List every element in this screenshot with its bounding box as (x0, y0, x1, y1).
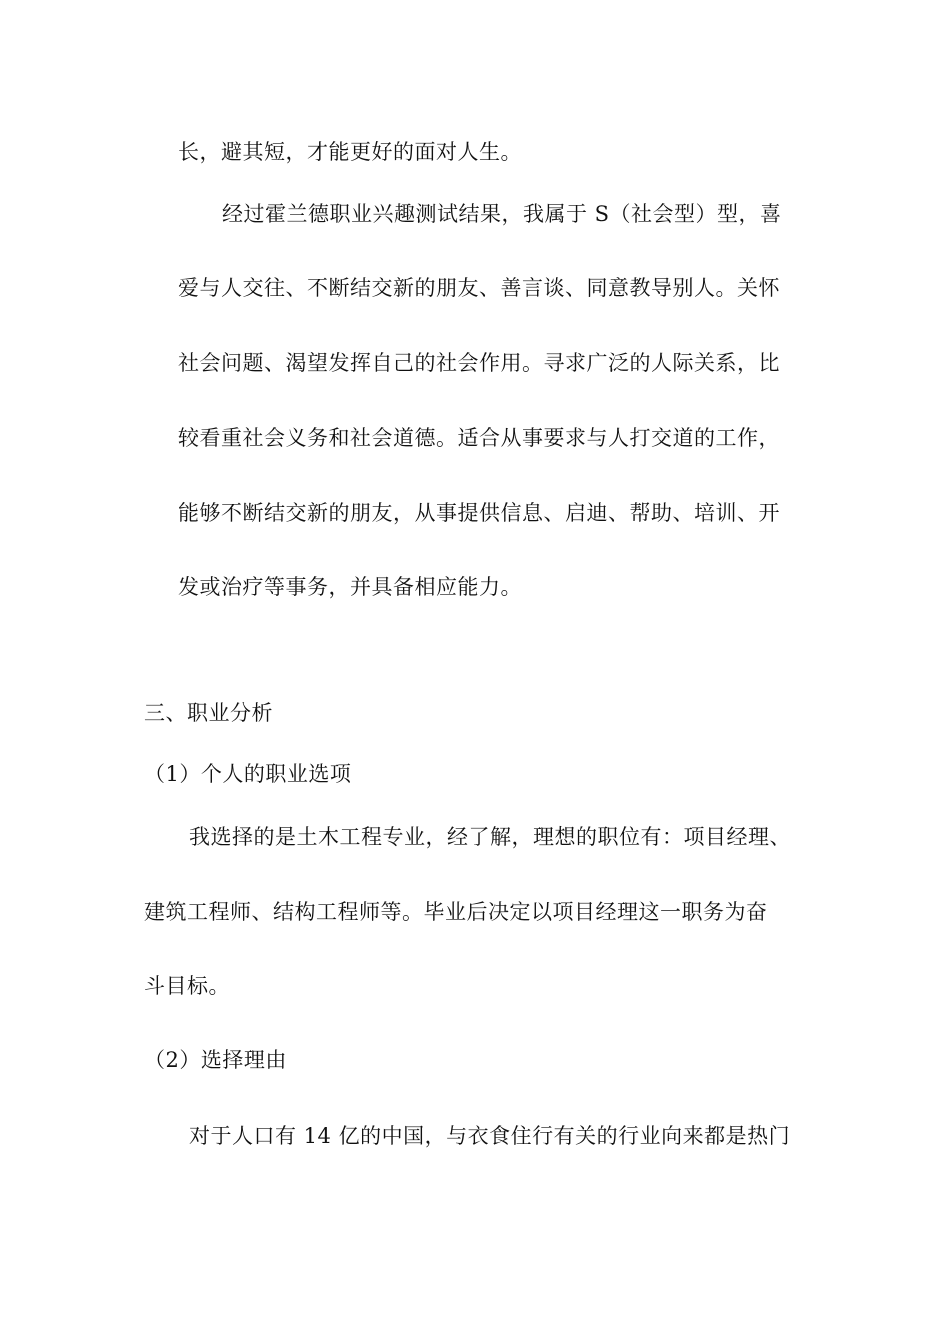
paragraph-line: 建筑工程师、结构工程师等。毕业后决定以项目经理这一职务为奋 (144, 900, 768, 924)
paragraph-line: 爱与人交往、不断结交新的朋友、善言谈、同意教导别人。关怀 (178, 276, 780, 300)
paragraph-line: 斗目标。 (144, 974, 230, 998)
paragraph-line: 长，避其短，才能更好的面对人生。 (178, 140, 522, 164)
paragraph-line: 经过霍兰德职业兴趣测试结果，我属于 S（社会型）型，喜 (222, 202, 782, 226)
paragraph-line: 发或治疗等事务，并具备相应能力。 (178, 575, 522, 599)
paragraph-line: 我选择的是土木工程专业，经了解，理想的职位有：项目经理、 (189, 825, 791, 849)
subsection-heading: （2）选择理由 (144, 1048, 287, 1072)
paragraph-line: 社会问题、渴望发挥自己的社会作用。寻求广泛的人际关系，比 (178, 351, 780, 375)
paragraph-line: 较看重社会义务和社会道德。适合从事要求与人打交道的工作， (178, 426, 780, 450)
section-heading: 三、职业分析 (144, 701, 273, 725)
subsection-heading: （1）个人的职业选项 (144, 762, 352, 786)
paragraph-line: 能够不断结交新的朋友，从事提供信息、启迪、帮助、培训、开 (178, 501, 780, 525)
paragraph-line: 对于人口有 14 亿的中国，与衣食住行有关的行业向来都是热门 (189, 1124, 791, 1148)
